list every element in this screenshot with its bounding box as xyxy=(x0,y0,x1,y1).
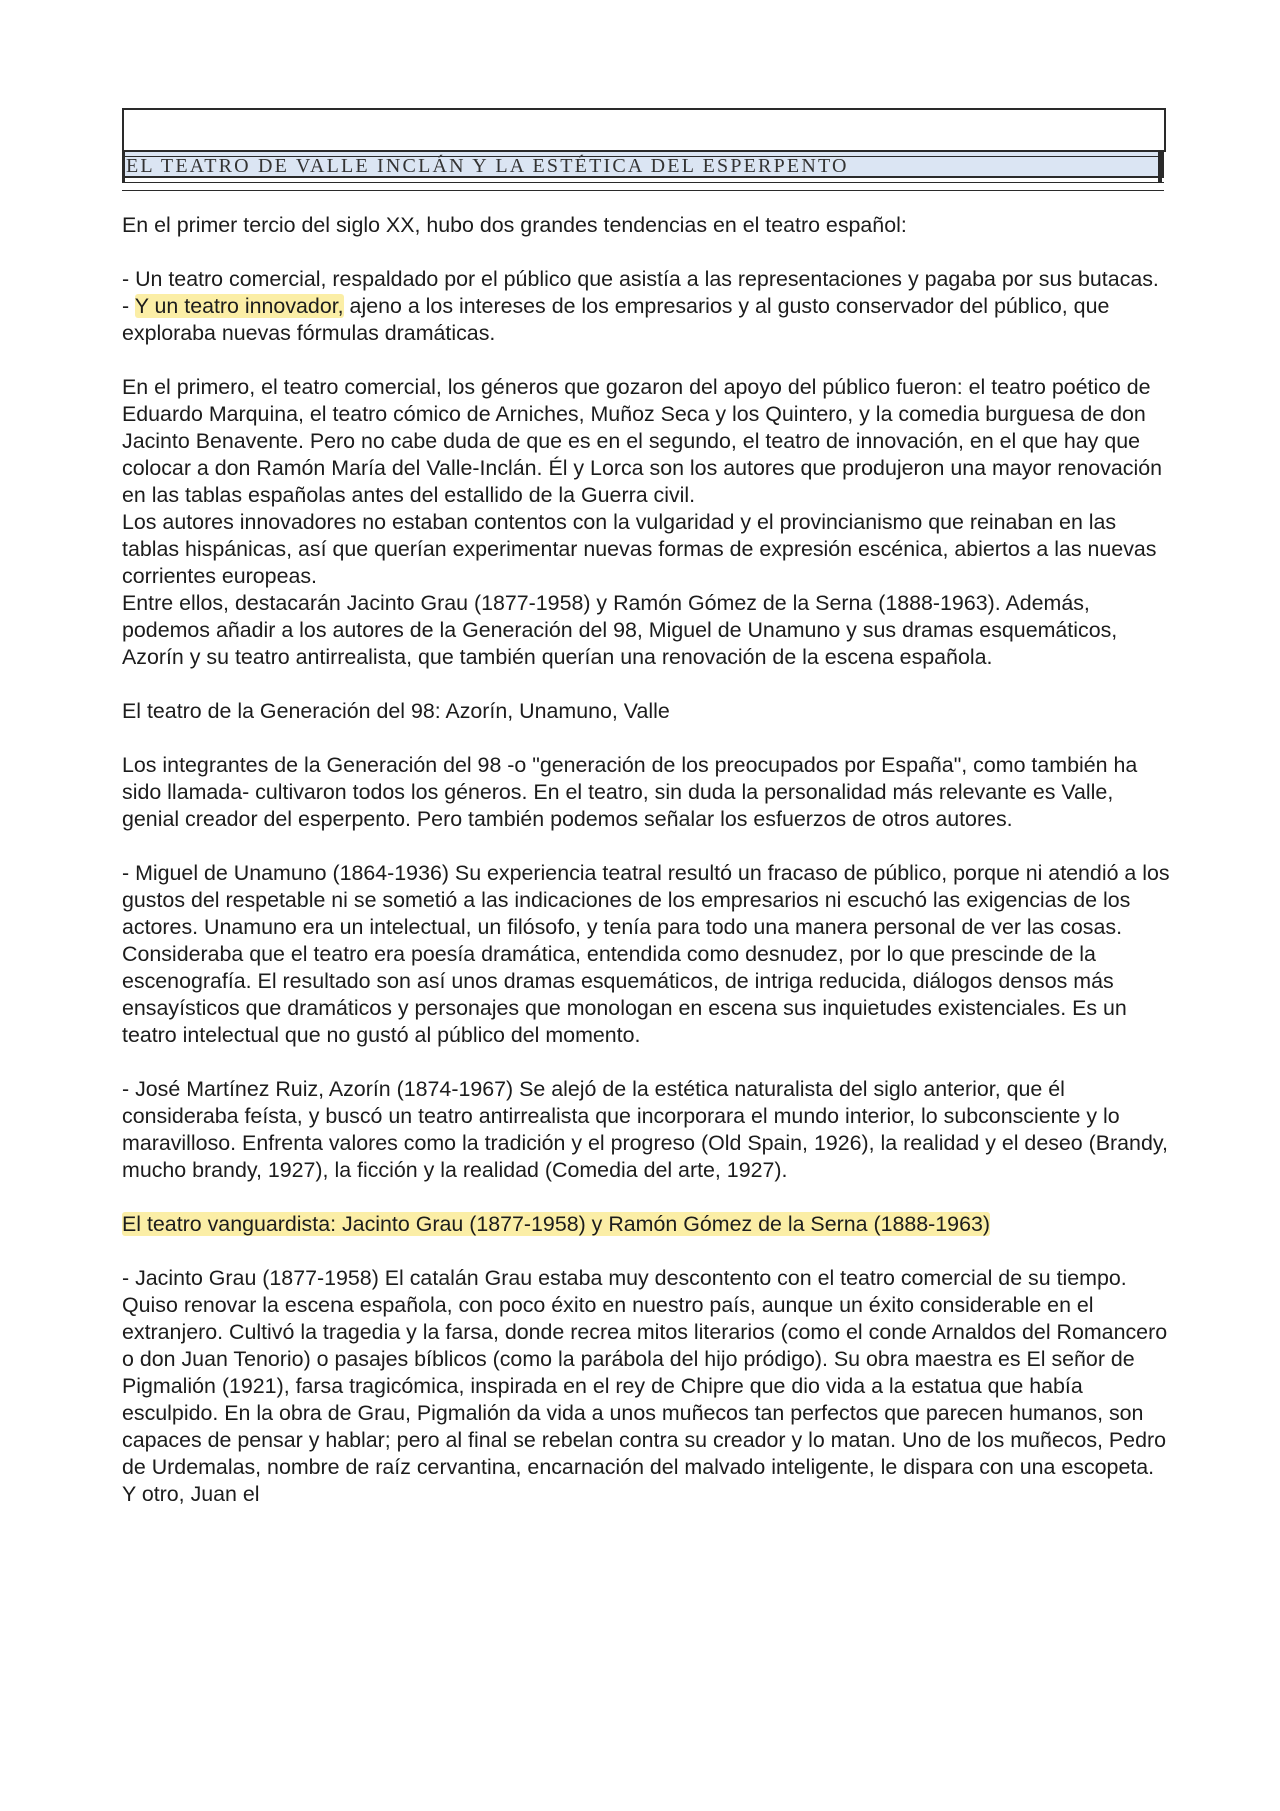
title-table-right-border xyxy=(1158,152,1162,182)
paragraph-commercial-theatre: En el primero, el teatro comercial, los géneros que gozaron del apoyo del público fueron: el teatro poético de Eduardo Marquina, el teatro cómico de Arniches, Muñoz Seca y los Quintero, y la comedia burguesa de don Jacinto Benavente. Pero no cabe duda de que es en el segundo, el teatro de innovación, en el que hay que colocar a don Ramón María del Valle-Inclán. Él y Lorca son los autores que produjeron una mayor renovación en las tablas españolas antes del estallido de la Guerra civil. xyxy=(122,375,1163,507)
trend-innovative xyxy=(122,293,1172,347)
intro-paragraph: En el primer tercio del siglo XX, hubo dos grandes tendencias en el teatro español: xyxy=(122,213,907,237)
section-heading-vanguard xyxy=(122,1211,1172,1238)
paragraph-unamuno: - Miguel de Unamuno (1864-1936) Su experiencia teatral resultó un fracaso de público, porque ni atendió a los gustos del respetable ni se sometió a las indicaciones de los empresarios ni escuchó las exigencias de los actores. Unamuno era un intelectual, un filósofo, y tenía para todo una manera personal de ver las cosas. Consideraba que el teatro era poesía dramática, entendida como desnudez, por lo que prescinde de la escenografía. El resultado son así unos dramas esquemáticos, de intriga reducida, diálogos densos más ensayísticos que dramáticos y personajes que monologan en escena sus inquietudes existenciales. Es un teatro intelectual que no gustó al público del momento. xyxy=(122,861,1170,1047)
title-table-left-border xyxy=(122,152,125,182)
highlighted-heading: El teatro vanguardista: Jacinto Grau (1877-1958) y Ramón Gómez de la Serna (1888-1963) xyxy=(122,1212,990,1236)
trend-commercial: - Un teatro comercial, respaldado por el público que asistía a las representaciones y pagaba por sus butacas. xyxy=(122,267,1159,291)
document-title: EL TEATRO DE VALLE INCLÁN Y LA ESTÉTICA DEL ESPERPENTO xyxy=(126,155,849,177)
trend-rest: ajeno a los intereses de los empresarios y al gusto conservador del público, que exploraba nuevas fórmulas dramáticas. xyxy=(122,294,1110,345)
title-table-top-cell xyxy=(122,108,1166,152)
highlighted-text: Y un teatro innovador, xyxy=(134,294,344,318)
paragraph-authors: Entre ellos, destacarán Jacinto Grau (1877-1958) y Ramón Gómez de la Serna (1888-1963). Además, podemos añadir a los autores de la Generación del 98, Miguel de Unamuno y sus dramas esquemáticos, Azorín y su teatro antirrealista, que también querían una renovación de la escena española. xyxy=(122,591,1118,669)
document-body xyxy=(122,212,1172,1508)
title-table-rule xyxy=(122,182,1164,183)
section-heading-98: El teatro de la Generación del 98: Azorín, Unamuno, Valle xyxy=(122,699,670,723)
title-table xyxy=(122,108,1164,192)
paragraph-generation-98: Los integrantes de la Generación del 98 -o "generación de los preocupados por España", como también ha sido llamada- cultivaron todos los géneros. En el teatro, sin duda la personalidad más relevante es Valle, genial creador del esperpento. Pero también podemos señalar los esfuerzos de otros autores. xyxy=(122,753,1138,831)
paragraph-innovators: Los autores innovadores no estaban contentos con la vulgaridad y el provincianismo que reinaban en las tablas hispánicas, así que querían experimentar nuevas formas de expresión escénica, abiertos a las nuevas corrientes europeas. xyxy=(122,510,1157,588)
trend-prefix: - xyxy=(122,294,135,318)
paragraph-grau: - Jacinto Grau (1877-1958) El catalán Grau estaba muy descontento con el teatro comercial de su tiempo. Quiso renovar la escena española, con poco éxito en nuestro país, aunque un éxito considerable en el extranjero. Cultivó la tragedia y la farsa, donde recrea mitos literarios (como el conde Arnaldos del Romancero o don Juan Tenorio) o pasajes bíblicos (como la parábola del hijo pródigo). Su obra maestra es El señor de Pigmalión (1921), farsa tragicómica, inspirada en el rey de Chipre que dio vida a la estatua que había esculpido. En la obra de Grau, Pigmalión da vida a unos muñecos tan perfectos que parecen humanos, son capaces de pensar y hablar; pero al final se rebelan contra su creador y lo matan. Uno de los muñecos, Pedro de Urdemalas, nombre de raíz cervantina, encarnación del malvado inteligente, le dispara con una escopeta. Y otro, Juan el xyxy=(122,1266,1168,1506)
title-table-rule xyxy=(122,190,1164,191)
paragraph-azorin: - José Martínez Ruiz, Azorín (1874-1967) Se alejó de la estética naturalista del siglo anterior, que él consideraba feísta, y buscó un teatro antirrealista que incorporara el mundo interior, lo subconsciente y lo maravilloso. Enfrenta valores como la tradición y el progreso (Old Spain, 1926), la realidad y el deseo (Brandy, mucho brandy, 1927), la ficción y la realidad (Comedia del arte, 1927). xyxy=(122,1077,1168,1182)
